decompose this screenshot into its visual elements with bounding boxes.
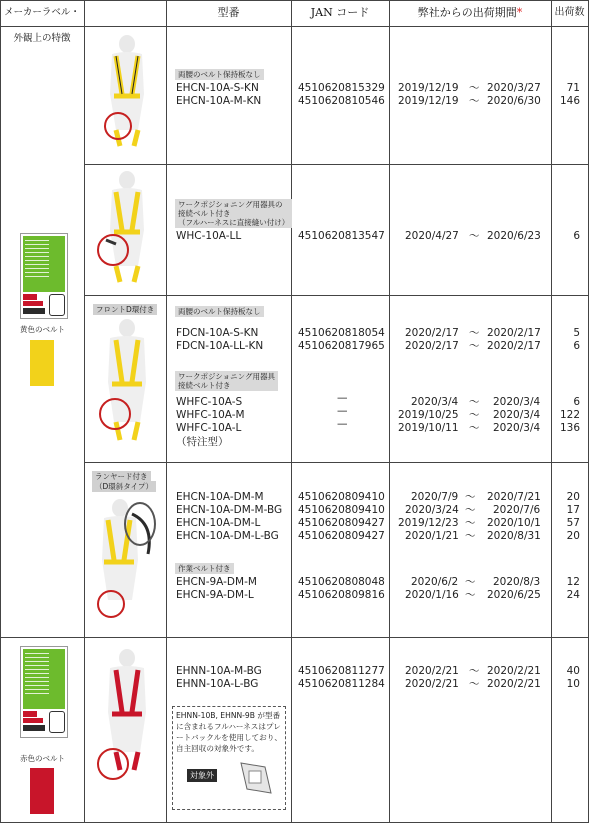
period-from: 2020/3/24 bbox=[405, 504, 459, 516]
period-to: 2020/7/21 bbox=[487, 491, 541, 503]
period-from: 2019/12/19 bbox=[398, 95, 459, 107]
model: EHCN-10A-S-KN bbox=[176, 82, 259, 94]
qty: 146 bbox=[559, 95, 580, 107]
period-from: 2020/4/27 bbox=[405, 230, 459, 242]
qty: 10 bbox=[566, 678, 580, 690]
header-qty: 出荷数 bbox=[554, 7, 585, 18]
period-to: 2020/2/17 bbox=[487, 340, 541, 352]
jan: 4510620809427 bbox=[298, 517, 385, 529]
period-to: 2020/2/21 bbox=[487, 678, 541, 690]
period-sep: ～ bbox=[469, 396, 480, 408]
qty: 57 bbox=[566, 517, 580, 529]
period-to: 2020/6/23 bbox=[487, 230, 541, 242]
model: EHCN-10A-DM-M bbox=[176, 491, 264, 503]
jan: 4510620817965 bbox=[298, 340, 385, 352]
period-to: 2020/10/1 bbox=[487, 517, 541, 529]
period-sep: ～ bbox=[469, 230, 480, 242]
red-belt-label: 赤色のベルト bbox=[20, 754, 65, 763]
jan: — bbox=[337, 392, 348, 404]
period-from: 2020/7/9 bbox=[411, 491, 459, 503]
period-sep: ～ bbox=[469, 340, 480, 352]
jan: 4510620813547 bbox=[298, 230, 385, 242]
jan: 4510620809816 bbox=[298, 589, 385, 601]
period-sep: ～ bbox=[469, 82, 480, 94]
model: EHCN-9A-DM-M bbox=[176, 576, 257, 588]
period-to: 2020/6/30 bbox=[487, 95, 541, 107]
period-from: 2019/12/19 bbox=[398, 82, 459, 94]
jan: — bbox=[337, 418, 348, 430]
period-from: 2020/1/16 bbox=[405, 589, 459, 601]
period-sep: ～ bbox=[469, 665, 480, 677]
excluded-badge: 対象外 bbox=[187, 769, 217, 782]
period-to: 2020/3/27 bbox=[487, 82, 541, 94]
special-order-note: （特注型） bbox=[176, 436, 229, 448]
period-to: 2020/2/17 bbox=[487, 327, 541, 339]
period-sep: ～ bbox=[469, 409, 480, 421]
period-sep: ～ bbox=[465, 491, 476, 503]
header-model: 型番 bbox=[217, 6, 240, 19]
period-from: 2019/10/11 bbox=[398, 422, 459, 434]
period-sep: ～ bbox=[469, 327, 480, 339]
model: WHFC-10A-M bbox=[176, 409, 245, 421]
yellow-belt-label: 黄色のベルト bbox=[20, 325, 65, 334]
photo-tag-lanyard-1: ランヤード付き bbox=[92, 471, 151, 482]
qty: 20 bbox=[566, 530, 580, 542]
period-to: 2020/3/4 bbox=[493, 409, 541, 421]
jan: — bbox=[337, 405, 348, 417]
maker-label-yellow bbox=[20, 233, 68, 319]
qty: 6 bbox=[573, 340, 580, 352]
exclusion-note-box: EHNN-10B, EHNN-9B が型番 に含まれるフルハーネスはプレ ートバックルを使用しており、 自主回収の対象外です。 対象外 bbox=[172, 706, 286, 810]
jan: 4510620809410 bbox=[298, 491, 385, 503]
highlight-circle bbox=[104, 112, 132, 140]
period-to: 2020/2/21 bbox=[487, 665, 541, 677]
qty: 122 bbox=[559, 409, 580, 421]
model: EHCN-10A-DM-L bbox=[176, 517, 261, 529]
header-jan: JAN コード bbox=[310, 6, 370, 19]
header-feature: メーカーラベル・外観上の特徴 bbox=[4, 7, 80, 44]
period-from: 2020/1/21 bbox=[405, 530, 459, 542]
jan: 4510620811277 bbox=[298, 665, 385, 677]
tag-no-belt-holder: 両腰のベルト保持板なし bbox=[175, 69, 264, 80]
highlight-circle bbox=[97, 234, 129, 266]
highlight-circle bbox=[99, 398, 131, 430]
model: FDCN-10A-LL-KN bbox=[176, 340, 264, 352]
model: EHCN-9A-DM-L bbox=[176, 589, 254, 601]
highlight-circle bbox=[97, 748, 129, 780]
jan: 4510620808048 bbox=[298, 576, 385, 588]
model: WHC-10A-LL bbox=[176, 230, 242, 242]
photo-tag-lanyard-2: （D環斜タイプ） bbox=[92, 481, 156, 492]
period-from: 2020/2/17 bbox=[405, 327, 459, 339]
period-sep: ～ bbox=[469, 422, 480, 434]
period-to: 2020/3/4 bbox=[493, 396, 541, 408]
qty: 20 bbox=[566, 491, 580, 503]
period-to: 2020/3/4 bbox=[493, 422, 541, 434]
period-from: 2020/2/21 bbox=[405, 678, 459, 690]
harness-photo-1 bbox=[96, 34, 158, 156]
jan: 4510620809427 bbox=[298, 530, 385, 542]
period-from: 2019/10/25 bbox=[398, 409, 459, 421]
red-belt-swatch bbox=[20, 768, 66, 814]
header-period: 弊社からの出荷期間* bbox=[417, 6, 523, 19]
period-from: 2020/3/4 bbox=[411, 396, 459, 408]
model: EHCN-10A-DM-L-BG bbox=[176, 530, 279, 542]
model: EHNN-10A-M-BG bbox=[176, 665, 262, 677]
qty: 71 bbox=[566, 82, 580, 94]
period-sep: ～ bbox=[469, 678, 480, 690]
harness-photo-2 bbox=[96, 170, 158, 290]
model: EHNN-10A-L-BG bbox=[176, 678, 259, 690]
yellow-belt-swatch bbox=[20, 340, 66, 386]
period-sep: ～ bbox=[465, 504, 476, 516]
period-from: 2019/12/23 bbox=[398, 517, 459, 529]
tag-work-belt: 作業ベルト付き bbox=[175, 563, 234, 574]
tag-no-belt-holder: 両腰のベルト保持板なし bbox=[175, 306, 264, 317]
period-from: 2020/6/2 bbox=[411, 576, 459, 588]
period-sep: ～ bbox=[465, 576, 476, 588]
qty: 6 bbox=[573, 396, 580, 408]
period-sep: ～ bbox=[465, 589, 476, 601]
maker-label-red bbox=[20, 646, 68, 738]
qty: 24 bbox=[566, 589, 580, 601]
period-to: 2020/7/6 bbox=[493, 504, 541, 516]
jan: 4510620818054 bbox=[298, 327, 385, 339]
jan: 4510620809410 bbox=[298, 504, 385, 516]
model: WHFC-10A-S bbox=[176, 396, 243, 408]
model: FDCN-10A-S-KN bbox=[176, 327, 259, 339]
model: EHCN-10A-DM-M-BG bbox=[176, 504, 283, 516]
period-to: 2020/8/31 bbox=[487, 530, 541, 542]
plate-buckle-icon bbox=[235, 759, 277, 799]
period-sep: ～ bbox=[465, 517, 476, 529]
model: WHFC-10A-L bbox=[176, 422, 242, 434]
period-sep: ～ bbox=[469, 95, 480, 107]
highlight-circle bbox=[124, 502, 156, 546]
period-to: 2020/8/3 bbox=[493, 576, 541, 588]
jan: 4510620810546 bbox=[298, 95, 385, 107]
tag-work-positioning: ワークポジショニング用器具の 接続ベルト付き （フルハーネスに直接縫い付け） bbox=[175, 199, 292, 228]
period-from: 2020/2/21 bbox=[405, 665, 459, 677]
qty: 17 bbox=[566, 504, 580, 516]
qty: 40 bbox=[566, 665, 580, 677]
model: EHCN-10A-M-KN bbox=[176, 95, 262, 107]
qty: 12 bbox=[566, 576, 580, 588]
period-from: 2020/2/17 bbox=[405, 340, 459, 352]
period-to: 2020/6/25 bbox=[487, 589, 541, 601]
period-sep: ～ bbox=[465, 530, 476, 542]
qty: 5 bbox=[573, 327, 580, 339]
qty: 6 bbox=[573, 230, 580, 242]
qty: 136 bbox=[559, 422, 580, 434]
jan: 4510620815329 bbox=[298, 82, 385, 94]
jan: 4510620811284 bbox=[298, 678, 385, 690]
tag-work-positioning: ワークポジショニング用器具 接続ベルト付き bbox=[175, 371, 278, 391]
highlight-circle bbox=[97, 590, 125, 618]
photo-tag-front-d: フロントD環付き bbox=[93, 304, 157, 315]
harness-photo-3 bbox=[96, 318, 158, 448]
